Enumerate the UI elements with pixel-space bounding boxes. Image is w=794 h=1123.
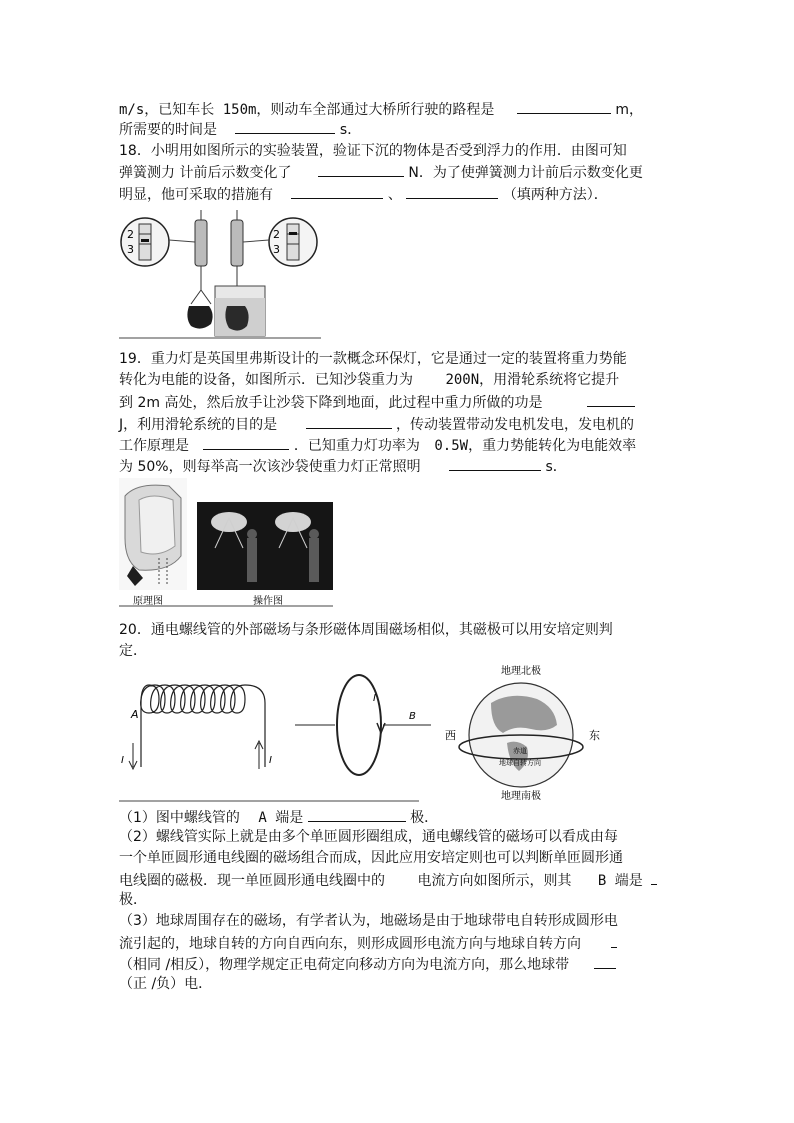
scale-label: 2 [127,228,134,241]
q19-text: 为 50%，则每举高一次该沙袋使重力灯正常照明 [119,459,421,475]
stone-submerged [225,306,248,331]
scale-right [287,224,299,260]
globe-east: 东 [589,729,600,742]
q18-line1: 18．小明用如图所示的实验装置，验证下沉的物体是否受到浮力的作用．由图可知 [119,143,627,159]
q20-sub3-line1: （3）地球周围存在的磁场，有学者认为，地磁场是由于地球带电自转形成圆形电 [119,913,618,929]
pointer-left [141,239,149,242]
q19-text: ，传动装置带动发电机发电，发电机的 [396,417,635,433]
q17-line2 [119,118,361,140]
q20-line2: 定． [119,643,147,659]
q18-text: （填两种方法）． [502,187,608,203]
q20-sub2-line3 [119,869,657,891]
answer-blank[interactable] [587,391,635,407]
q20-sub2-line4: 极． [119,892,147,908]
globe-south: 地理南极 [501,791,541,802]
solenoid [141,685,265,767]
q19-text: 200N，用滑轮系统将它提升 [445,372,620,388]
scale-label: 3 [127,243,134,256]
light-glow [211,512,247,532]
q20-text: 电线圈的磁极．现一单匝圆形通电线圈中的 [119,873,385,889]
label-i: I [373,693,376,704]
label-i: I [121,755,124,766]
spring-scale-left [195,220,207,266]
q17-line1 [119,98,643,120]
q20-line1: 20．通电螺线管的外部磁场与条形磁体周围磁场相似，其磁极可以用安培定则判 [119,622,613,638]
q19-text: 转化为电能的设备，如图所示．已知沙袋重力为 [119,372,413,388]
q20-text: B 端是 [597,873,643,889]
q20-sub3-line3 [119,953,616,975]
scale-label: 3 [273,243,280,256]
pointer-line [169,240,195,242]
q19-text: 到 2m 高处，然后放手让沙袋下降到地面，此过程中重力所做的功是 [119,395,543,411]
answer-blank[interactable] [308,806,406,822]
q19-line4 [119,413,634,435]
q19-text: ．已知重力灯功率为 [293,438,420,454]
q20-text: A 端是 [258,810,304,826]
q20-sub1 [119,806,438,828]
spring-scale-right [231,220,243,266]
q18-sep: 、 [387,187,402,203]
globe-west: 西 [445,729,456,742]
string [191,290,201,304]
q19-line2 [119,370,619,390]
q18-text: N．为了使弹簧测力计前后示数变化更 [408,165,643,181]
globe-rotation: 地球自转方向 [499,759,541,767]
q19-line1: 19．重力灯是英国里弗斯设计的一款概念环保灯，它是通过一定的装置将重力势能 [119,351,627,367]
q20-text: （1）图中螺线管的 [119,810,240,826]
q20-text: 极． [410,810,439,826]
answer-blank[interactable] [449,455,541,471]
pointer-line [243,240,269,242]
q20-sub3-line4: （正 /负）电． [119,976,213,992]
answer-blank[interactable] [235,118,335,134]
q19-line6 [119,455,567,477]
label-i: I [269,755,272,766]
q20-sub3-line2 [119,932,617,954]
q19-line5 [119,434,636,456]
answer-blank[interactable] [594,953,616,969]
person [309,538,319,582]
answer-blank[interactable] [651,869,657,885]
q19-text: s． [545,459,567,475]
q18-line3 [119,183,608,205]
pointer-right [289,232,297,235]
answer-blank[interactable] [306,413,392,429]
light-glow [275,512,311,532]
answer-blank[interactable] [517,98,611,114]
caption-principle: 原理图 [133,596,163,607]
answer-blank[interactable] [406,183,498,199]
q19-text: 工作原理是 [119,438,189,454]
q20-sub2-line1: （2）螺线管实际上就是由多个单匝圆形圈组成，通电螺线管的磁场可以看成由每 [119,829,618,845]
stone [187,306,212,329]
spring-scale-figure [119,206,321,340]
person-head [309,529,319,539]
caption-operation: 操作图 [253,596,283,607]
q19-text: J，利用滑轮系统的目的是 [119,417,278,433]
person [247,538,257,582]
q17-text: 所需要的时间是 [119,122,217,138]
single-coil [337,675,381,775]
gravity-light-figure [119,478,333,608]
q20-text: （相同 /相反），物理学规定正电荷定向移动方向为电流方向，那么地球带 [119,957,570,973]
q20-sub2-line2: 一个单匝圆形通电线圈的磁场组合而成，因此应用安培定则也可以判断单匝圆形通 [119,850,623,866]
string [201,290,211,304]
q18-text: 弹簧测力 计前后示数变化了 [119,165,292,181]
globe-equator: 赤道 [513,747,527,755]
q17-unit: m， [615,102,643,118]
globe-north: 地理北极 [501,666,541,677]
q17-unit: s． [339,122,362,138]
label-b: B [409,711,416,722]
lamp-face [139,496,175,554]
answer-blank[interactable] [291,183,383,199]
label-a: A [131,708,139,721]
q19-line3 [119,391,635,413]
answer-blank[interactable] [611,932,617,948]
scale-label: 2 [273,228,280,241]
q19-text: 0.5W，重力势能转化为电能效率 [434,438,637,454]
q18-text: 明显，他可采取的措施有 [119,187,273,203]
q18-line2 [119,161,643,183]
answer-blank[interactable] [203,434,289,450]
answer-blank[interactable] [318,161,404,177]
magnetism-figure [119,663,600,803]
person-head [247,529,257,539]
q17-text: m/s，已知车长 150m，则动车全部通过大桥所行驶的路程是 [119,102,495,118]
q20-text: 流引起的，地球自转的方向自西向东，则形成圆形电流方向与地球自转方向 [119,936,581,952]
q20-text: 电流方向如图所示，则其 [417,873,572,889]
